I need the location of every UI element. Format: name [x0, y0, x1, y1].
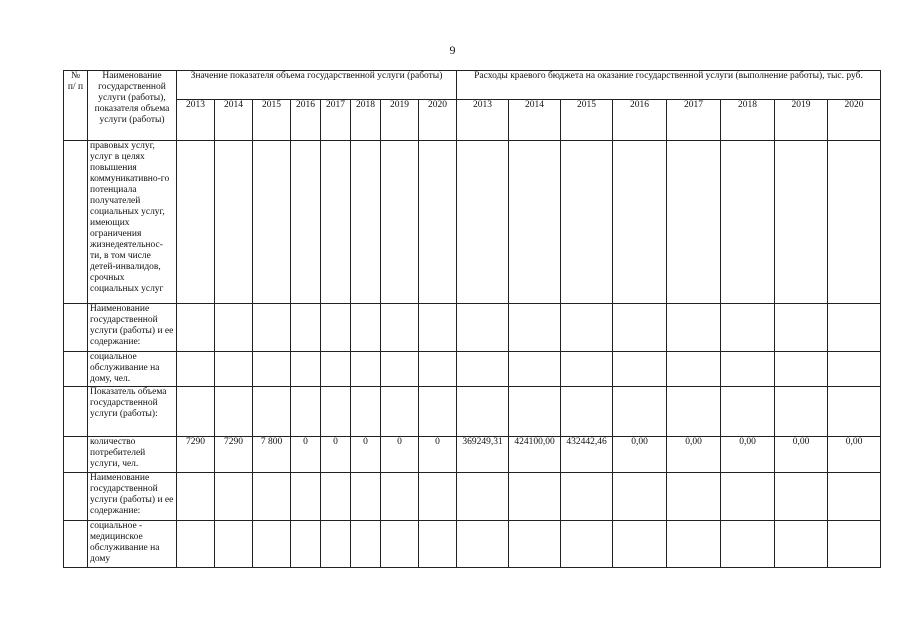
- volume-cell: 0: [419, 437, 457, 473]
- year-volume-2013: 2013: [177, 100, 215, 141]
- volume-cell: [215, 304, 253, 352]
- year-volume-2014: 2014: [215, 100, 253, 141]
- year-volume-2017: 2017: [321, 100, 351, 141]
- year-volume-2020: 2020: [419, 100, 457, 141]
- expense-cell: [667, 521, 721, 568]
- expense-cell: 0,00: [721, 437, 775, 473]
- expense-cell: [828, 521, 881, 568]
- expense-cell: [509, 304, 561, 352]
- volume-cell: [321, 141, 351, 304]
- expense-cell: [561, 473, 613, 521]
- expense-cell: [457, 473, 509, 521]
- expense-cell: [509, 141, 561, 304]
- expense-cell: 0,00: [667, 437, 721, 473]
- volume-cell: [419, 473, 457, 521]
- volume-cell: [351, 141, 381, 304]
- volume-cell: [321, 304, 351, 352]
- row-number-cell: [64, 352, 88, 387]
- expense-cell: [457, 352, 509, 387]
- volume-cell: [381, 387, 419, 437]
- year-volume-2018: 2018: [351, 100, 381, 141]
- volume-cell: 0: [321, 437, 351, 473]
- year-expense-2017: 2017: [667, 100, 721, 141]
- expense-cell: [509, 473, 561, 521]
- expense-cell: [613, 473, 667, 521]
- volume-cell: [351, 387, 381, 437]
- volume-cell: [419, 304, 457, 352]
- year-expense-2020: 2020: [828, 100, 881, 141]
- expense-cell: [828, 304, 881, 352]
- expense-cell: [721, 304, 775, 352]
- year-expense-2013: 2013: [457, 100, 509, 141]
- table-row: [64, 352, 881, 387]
- volume-cell: [215, 473, 253, 521]
- expense-cell: [667, 304, 721, 352]
- volume-cell: [291, 473, 321, 521]
- expense-cell: [561, 141, 613, 304]
- row-number-cell: [64, 387, 88, 437]
- row-name: социальное обслуживание на дому, чел.: [88, 352, 177, 387]
- volume-cell: [419, 521, 457, 568]
- volume-cell: [253, 352, 291, 387]
- expense-cell: [775, 141, 828, 304]
- volume-cell: [419, 352, 457, 387]
- year-volume-2019: 2019: [381, 100, 419, 141]
- expense-cell: [613, 387, 667, 437]
- expense-cell: [457, 304, 509, 352]
- volume-cell: [253, 141, 291, 304]
- expense-cell: 424100,00: [509, 437, 561, 473]
- expense-cell: [561, 304, 613, 352]
- volume-cell: [381, 304, 419, 352]
- expense-cell: [775, 521, 828, 568]
- volume-cell: [321, 352, 351, 387]
- table-row: [64, 304, 881, 352]
- row-number-cell: [64, 437, 88, 473]
- table-row: [64, 473, 881, 521]
- expense-cell: [509, 521, 561, 568]
- table-row: [64, 141, 881, 304]
- expense-cell: 0,00: [613, 437, 667, 473]
- row-name: социальное - медицинское обслуживание на дому: [88, 521, 177, 568]
- expense-cell: [775, 304, 828, 352]
- year-expense-2015: 2015: [561, 100, 613, 141]
- expense-cell: [828, 473, 881, 521]
- volume-cell: 7290: [177, 437, 215, 473]
- year-expense-2014: 2014: [509, 100, 561, 141]
- volume-cell: [351, 304, 381, 352]
- volume-cell: 0: [381, 437, 419, 473]
- volume-cell: [419, 387, 457, 437]
- expense-cell: [667, 473, 721, 521]
- volume-cell: [381, 141, 419, 304]
- volume-cell: [351, 352, 381, 387]
- expense-cell: [775, 473, 828, 521]
- header-name: Наименование государственной услуги (работы), показателя объема услуги (работы): [88, 71, 177, 141]
- row-number-cell: [64, 141, 88, 304]
- volume-cell: [177, 141, 215, 304]
- expense-cell: [561, 387, 613, 437]
- row-name: правовых услуг, услуг в целях повышения коммуникативно-го потенциала получателей социальных услуг, имеющих ограничения жизнедеятельнос-ти, в том числе детей-инвалидов, срочных социальных услуг: [88, 141, 177, 304]
- year-volume-2015: 2015: [253, 100, 291, 141]
- volume-cell: [253, 473, 291, 521]
- volume-cell: [351, 473, 381, 521]
- row-name: Показатель объема государственной услуги (работы):: [88, 387, 177, 437]
- volume-cell: 0: [351, 437, 381, 473]
- volume-cell: [419, 141, 457, 304]
- volume-cell: [291, 521, 321, 568]
- header-volume-group: Значение показателя объема государственной услуги (работы): [177, 71, 457, 100]
- volume-cell: [215, 141, 253, 304]
- page-number: 9: [449, 43, 456, 57]
- volume-cell: [177, 473, 215, 521]
- expense-cell: [721, 473, 775, 521]
- volume-cell: 7290: [215, 437, 253, 473]
- expense-cell: 432442,46: [561, 437, 613, 473]
- expense-cell: [457, 387, 509, 437]
- volume-cell: 7 800: [253, 437, 291, 473]
- header-expense-group: Расходы краевого бюджета на оказание государственной услуги (выполнение работы), тыс. руб.: [457, 71, 881, 100]
- volume-cell: [351, 521, 381, 568]
- expense-cell: [721, 521, 775, 568]
- row-name: количество потребителей услуги, чел.: [88, 437, 177, 473]
- volume-cell: [291, 304, 321, 352]
- expense-cell: 0,00: [775, 437, 828, 473]
- year-expense-2016: 2016: [613, 100, 667, 141]
- row-name: Наименование государственной услуги (работы) и ее содержание:: [88, 304, 177, 352]
- volume-cell: [291, 141, 321, 304]
- expense-cell: [828, 141, 881, 304]
- expense-cell: [667, 387, 721, 437]
- table-row: [64, 521, 881, 568]
- expense-cell: [775, 352, 828, 387]
- volume-cell: [321, 473, 351, 521]
- expense-cell: [775, 387, 828, 437]
- expense-cell: [457, 141, 509, 304]
- volume-cell: [381, 521, 419, 568]
- expense-cell: [561, 352, 613, 387]
- volume-cell: [253, 387, 291, 437]
- volume-cell: [291, 352, 321, 387]
- volume-cell: [291, 387, 321, 437]
- year-expense-2019: 2019: [775, 100, 828, 141]
- volume-cell: [253, 521, 291, 568]
- year-expense-2018: 2018: [721, 100, 775, 141]
- expense-cell: [613, 352, 667, 387]
- volume-cell: 0: [291, 437, 321, 473]
- volume-cell: [381, 352, 419, 387]
- volume-cell: [321, 387, 351, 437]
- row-number-cell: [64, 304, 88, 352]
- volume-cell: [381, 473, 419, 521]
- expense-cell: [509, 387, 561, 437]
- expense-cell: 0,00: [828, 437, 881, 473]
- volume-cell: [177, 387, 215, 437]
- volume-cell: [253, 304, 291, 352]
- table-row: [64, 387, 881, 437]
- volume-cell: [177, 352, 215, 387]
- expense-cell: [828, 352, 881, 387]
- expense-cell: [721, 352, 775, 387]
- expense-cell: [613, 304, 667, 352]
- expense-cell: 369249,31: [457, 437, 509, 473]
- expense-cell: [667, 141, 721, 304]
- row-number-cell: [64, 473, 88, 521]
- expense-cell: [561, 521, 613, 568]
- volume-cell: [177, 304, 215, 352]
- expense-cell: [667, 352, 721, 387]
- volume-cell: [177, 521, 215, 568]
- expense-cell: [457, 521, 509, 568]
- year-volume-2016: 2016: [291, 100, 321, 141]
- expense-cell: [721, 141, 775, 304]
- expense-cell: [613, 141, 667, 304]
- expense-cell: [613, 521, 667, 568]
- expense-cell: [828, 387, 881, 437]
- volume-cell: [321, 521, 351, 568]
- volume-cell: [215, 387, 253, 437]
- table-row: [64, 437, 881, 473]
- row-name: Наименование государственной услуги (работы) и ее содержание:: [88, 473, 177, 521]
- expense-cell: [721, 387, 775, 437]
- budget-table: [63, 70, 881, 568]
- volume-cell: [215, 521, 253, 568]
- header-num: № п/ п: [64, 71, 88, 141]
- expense-cell: [509, 352, 561, 387]
- row-number-cell: [64, 521, 88, 568]
- volume-cell: [215, 352, 253, 387]
